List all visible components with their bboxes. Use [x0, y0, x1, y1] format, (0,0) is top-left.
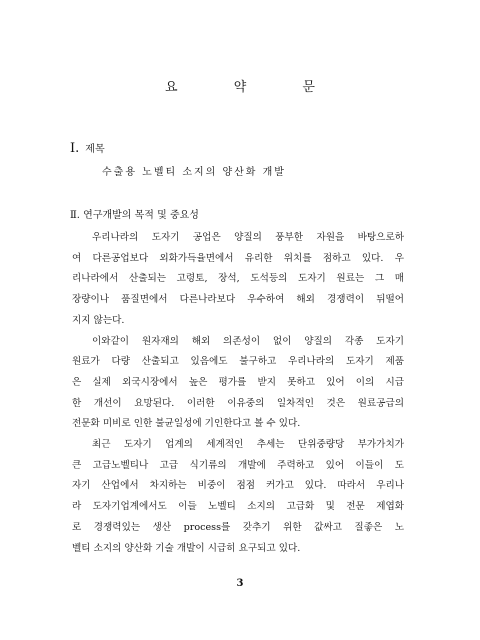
body-line: 라 도자기업계에서도 이들 노벨티 소지의 고급화 및 전문 제엽화 [72, 501, 404, 513]
body-line: 리나라에서 산출되는 고령토, 장석, 도석등의 도자기 원료는 그 매 [72, 273, 404, 285]
section-1-heading [70, 140, 105, 156]
body-line: 우리나라의 도자기 공업은 양질의 풍부한 자원을 바탕으로하 [92, 232, 404, 243]
body-line: 큰 고급노벨티나 고급 식기류의 개발에 주력하고 있어 이들이 도 [72, 459, 404, 471]
section-2-heading: Ⅱ. 연구개발의 목적 및 중요성 [70, 210, 199, 221]
body-line: 여 다른공업보다 외화가득율면에서 유리한 위치를 점하고 있다. 우 [72, 252, 404, 264]
page-title: 요 약 문 [165, 80, 341, 95]
project-subject: 수출용 노벨티 소지의 양산화 개발 [102, 167, 286, 178]
body-line: 자기 산업에서 차지하는 비중이 점점 커가고 있다. 따라서 우리나 [72, 480, 404, 492]
body-line: 전문화 미비로 인한 불균일성에 기인한다고 볼 수 있다. [72, 418, 301, 430]
section-1-number: Ⅰ. [70, 141, 80, 156]
section-1-label: 제목 [85, 144, 105, 155]
body-line: 로 경쟁력있는 생산 process를 갖추기 위한 값싸고 질좋은 노 [72, 521, 404, 533]
body-line: 은 실제 외국시장에서 높은 평가를 받지 못하고 있어 이의 시급 [72, 376, 404, 388]
body-line: 벨티 소지의 양산화 기술 개발이 시급히 요구되고 있다. [72, 542, 301, 554]
body-line: 한 개선이 요망된다. 이러한 이유중의 일차적인 것은 원료공급의 [72, 397, 404, 409]
page-number: 3 [236, 578, 244, 589]
body-line: 장량이나 품질면에서 다른나라보다 우수하여 해외 경쟁력이 뒤떨어 [72, 294, 404, 306]
section-2-body [72, 228, 404, 559]
body-line: 이와같이 원자재의 해외 의존성이 없이 양질의 각종 도자기 [92, 335, 404, 347]
body-line: 지지 않는다. [72, 314, 125, 326]
body-line: 원료가 다량 산출되고 있음에도 불구하고 우리나라의 도자기 제품 [72, 356, 404, 368]
body-line: 최근 도자기 업계의 세계적인 추세는 단위중량당 부가가치가 [92, 439, 404, 451]
